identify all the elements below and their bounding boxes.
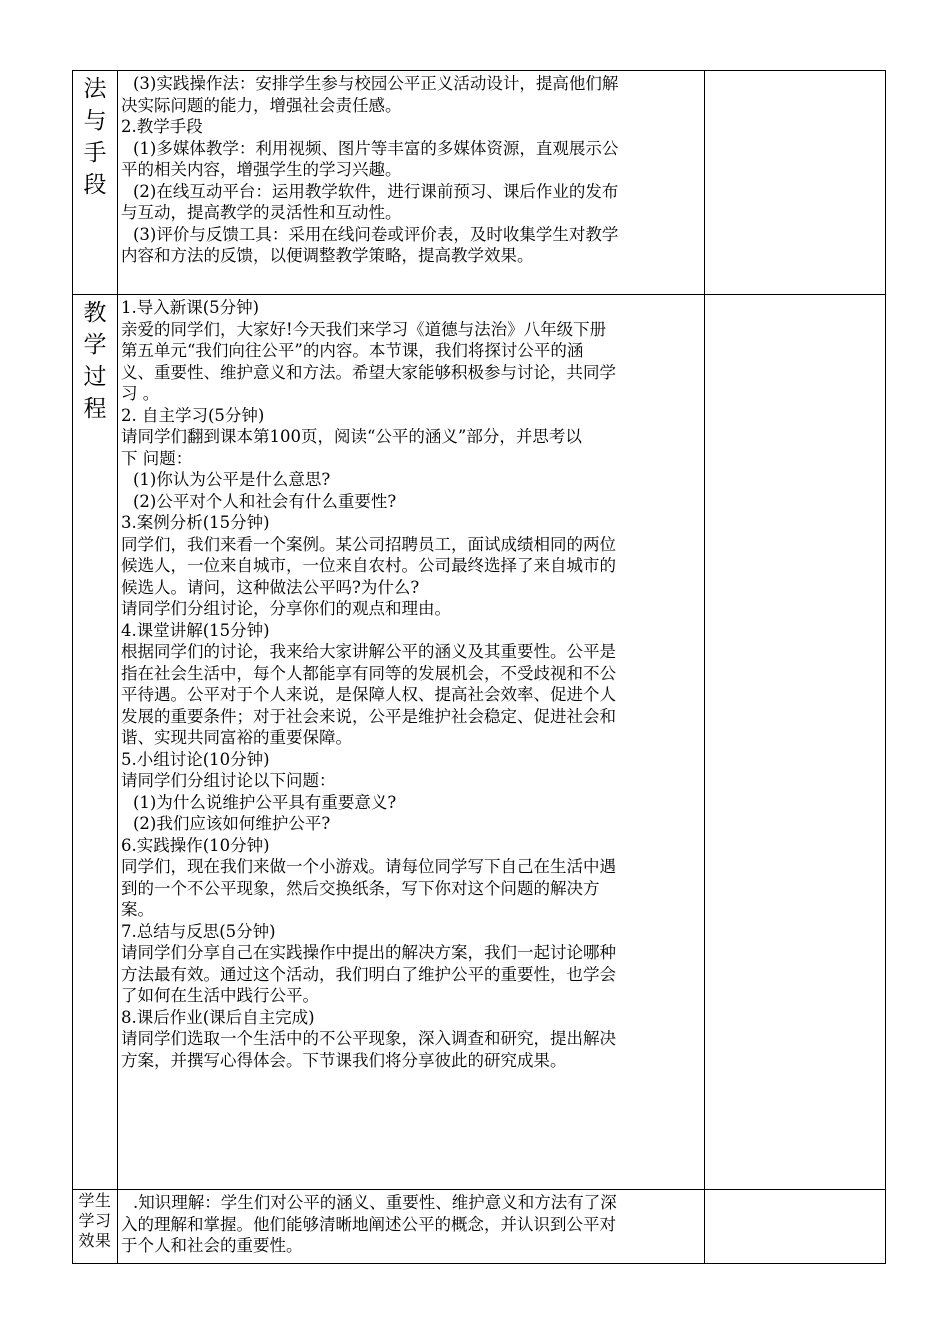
header-char: 手 (83, 140, 107, 166)
text-line: 于个人和社会的重要性。 (121, 1236, 303, 1255)
text-line: 方案，并撰写心得体会。下节课我们将分享彼此的研究成果。 (121, 1050, 567, 1070)
text-line: 平的相关内容，增强学生的学习兴趣。 (121, 160, 402, 179)
header-char: 段 (83, 172, 107, 198)
text-line: 下 问题： (121, 448, 193, 468)
text-line: 内容和方法的反馈，以便调整教学策略，提高教学效果。 (121, 246, 534, 265)
text-line: 决实际问题的能力，增强社会责任感。 (121, 95, 402, 115)
process-header-cell (73, 295, 118, 1190)
text-line: 请同学们分享自己在实践操作中提出的解决方案，我们一起讨论哪种 (121, 943, 616, 962)
text-line: (3)评价与反馈工具：采用在线问卷或评价表，及时收集学生对教学 (133, 224, 619, 244)
text-line: 第五单元“我们向往公平”的内容。本节课，我们将探讨公平的涵 (121, 341, 584, 360)
section-heading: 2.教学手段 (121, 117, 203, 136)
question-item: (2)公平对个人和社会有什么重要性? (133, 491, 397, 511)
process-content-cell (118, 295, 705, 1190)
text-line: 指在社会生活中，每个人都能享有同等的发展机会，不受歧视和不公 (121, 663, 616, 683)
effect-header-cell (73, 1190, 118, 1264)
effect-header (73, 1190, 117, 1251)
text-line: 入的理解和掌握。他们能够清晰地阐述公平的概念，并认识到公平对 (121, 1214, 616, 1234)
text-line: 方法最有效。通过这个活动，我们明白了维护公平的重要性，也学会 (121, 964, 616, 984)
text-line: (2)在线互动平台：运用教学软件，进行课前预习、课后作业的发布 (133, 181, 619, 201)
text-line: 同学们，现在我们来做一个小游戏。请每位同学写下自己在生活中遇 (121, 857, 616, 876)
section-heading: 7.总结与反思(5分钟) (121, 921, 276, 941)
section-heading: 2. 自主学习(5分钟) (121, 405, 265, 425)
methods-row (73, 71, 886, 295)
text-line: 与互动，提高教学的灵活性和互动性。 (121, 203, 402, 222)
methods-content (118, 71, 704, 267)
question-item: (2)我们应该如何维护公平? (133, 814, 331, 833)
text-line: 义、重要性、维护意义和方法。希望大家能够积极参与讨论，共同学 (121, 362, 616, 382)
header-char: 法 (83, 76, 107, 102)
effect-notes-cell (705, 1190, 886, 1264)
text-line: 了如何在生活中践行公平。 (121, 986, 319, 1005)
effect-row (73, 1190, 886, 1264)
header-word: 学生 (78, 1191, 112, 1210)
text-line: 请同学们翻到课本第100页，阅读“公平的涵义”部分，并思考以 (121, 427, 582, 446)
text-line: 谐、实现共同富裕的重要保障。 (121, 728, 352, 747)
text-line: 候选人，一位来自城市，一位来自农村。公司最终选择了来自城市的 (121, 556, 616, 575)
text-line: 习 。 (121, 384, 160, 403)
header-word: 效果 (78, 1231, 112, 1250)
header-word: 学习 (78, 1211, 112, 1230)
text-line: (3)实践操作法：安排学生参与校园公平正义活动设计，提高他们解 (133, 74, 619, 93)
process-row (73, 295, 886, 1190)
text-line: 平待遇。公平对于个人来说，是保障人权、提高社会效率、促进个人 (121, 685, 616, 704)
methods-header-cell (73, 71, 118, 295)
text-line: 案。 (121, 900, 154, 919)
section-heading: 8.课后作业(课后自主完成) (121, 1007, 315, 1027)
methods-header (73, 71, 117, 201)
header-char: 教 (83, 300, 107, 326)
question-item: (1)为什么说维护公平具有重要意义? (133, 792, 397, 812)
text-line: 请同学们分组讨论，分享你们的观点和理由。 (121, 599, 451, 618)
section-heading: 4.课堂讲解(15分钟) (121, 620, 270, 640)
methods-content-cell (118, 71, 705, 295)
methods-notes-cell (705, 71, 886, 295)
text-line: 候选人。请问，这种做法公平吗?为什么? (121, 577, 420, 597)
text-line: 亲爱的同学们，大家好!今天我们来学习《道德与法治》八年级下册 (121, 319, 607, 339)
effect-content (118, 1190, 704, 1257)
header-char: 过 (83, 364, 107, 390)
text-line: 发展的重要条件；对于社会来说，公平是维护社会稳定、促进社会和 (121, 706, 616, 726)
text-line: .知识理解：学生们对公平的涵义、重要性、维护意义和方法有了深 (133, 1193, 617, 1212)
section-heading: 5.小组讨论(10分钟) (121, 749, 270, 769)
section-heading: 1.导入新课(5分钟) (121, 298, 260, 317)
process-notes-cell (705, 295, 886, 1190)
header-char: 程 (83, 396, 107, 422)
header-char: 与 (83, 108, 107, 134)
text-line: 请同学们分组讨论以下问题： (121, 771, 336, 790)
process-content (118, 295, 704, 1071)
text-line: 同学们，我们来看一个案例。某公司招聘员工，面试成绩相同的两位 (121, 534, 616, 554)
effect-content-cell (118, 1190, 705, 1264)
header-char: 学 (83, 332, 107, 358)
question-item: (1)你认为公平是什么意思? (133, 470, 331, 489)
text-line: 根据同学们的讨论，我来给大家讲解公平的涵义及其重要性。公平是 (121, 642, 616, 661)
text-line: 请同学们选取一个生活中的不公平现象，深入调查和研究，提出解决 (121, 1029, 616, 1048)
lesson-plan-table (72, 70, 886, 1264)
process-header (73, 295, 117, 425)
text-line: (1)多媒体教学：利用视频、图片等丰富的多媒体资源，直观展示公 (133, 138, 619, 158)
text-line: 到的一个不公平现象，然后交换纸条，写下你对这个问题的解决方 (121, 878, 600, 898)
section-heading: 3.案例分析(15分钟) (121, 513, 270, 532)
section-heading: 6.实践操作(10分钟) (121, 835, 270, 855)
